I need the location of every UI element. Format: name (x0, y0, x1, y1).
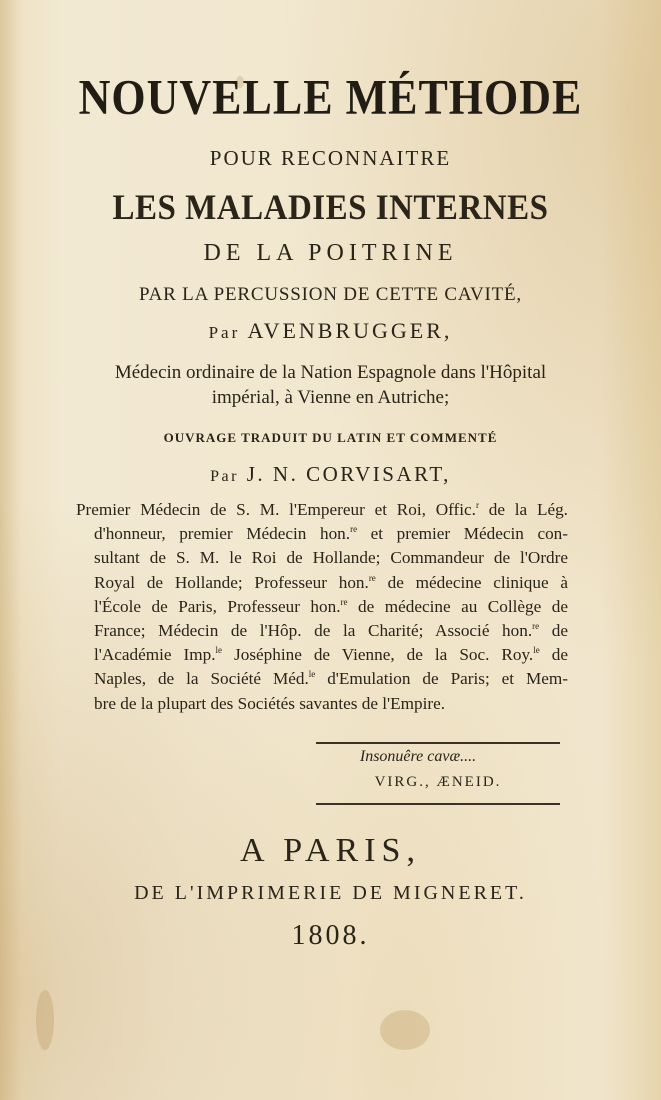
imprint-year: 1808. (291, 920, 370, 951)
epigraph-quote: Insonuêre cavæ.... (359, 748, 477, 765)
translator-credentials (76, 498, 568, 716)
credential-line: France; Médecin de l'Hôp. de la Charité; Associé hon.$^{re}$ de (94, 621, 568, 641)
credential-line: Premier Médecin de S. M. l'Empereur et Roi, Offic.$^r$ de la Lég. (76, 500, 568, 519)
title-line-percussion: PAR LA PERCUSSION DE CETTE CAVITÉ, (139, 284, 522, 305)
translation-note: OUVRAGE TRADUIT DU LATIN ET COMMENTÉ (163, 430, 498, 445)
credential-line: d'honneur, premier Médecin hon.$^{re}$ et premier Médecin con- (94, 524, 568, 544)
author-line (0, 318, 661, 344)
credential-line: bre de la plupart des Sociétés savantes de l'Empire. (94, 693, 446, 713)
epigraph-source: VIRG., ÆNEID. (374, 774, 502, 790)
author-description (0, 360, 661, 410)
title-line-maladies-internes: LES MALADIES INTERNES (112, 188, 549, 228)
author-description-line: Médecin ordinaire de la Nation Espagnole dans l'Hôpital (114, 362, 547, 383)
title-line-pour-reconnaitre: POUR RECONNAITRE (209, 146, 452, 170)
paper-stain (36, 990, 54, 1050)
credential-line: Royal de Hollande; Professeur hon.$^{re}$ de médecine clinique à (94, 572, 568, 592)
translator-name: J. N. CORVISART, (246, 462, 451, 486)
author-name: AVENBRUGGER, (247, 318, 453, 343)
translator-line (0, 462, 661, 487)
epigraph-rule-bottom (316, 803, 560, 805)
credential-line: l'École de Paris, Professeur hon.$^{re}$ de médecine au Collège de (94, 596, 568, 616)
imprint-printer: DE L'IMPRIMERIE DE MIGNERET. (134, 882, 527, 904)
title-line-poitrine: DE LA POITRINE (203, 240, 458, 266)
book-title: NOUVELLE MÉTHODE (78, 70, 583, 125)
author-description-line: impérial, à Vienne en Autriche; (211, 387, 450, 408)
credential-line: l'Académie Imp.$^{le}$ Joséphine de Vienne, de la Soc. Roy.$^{le}$ de (94, 645, 568, 665)
translator-prefix: Par (210, 468, 239, 485)
credential-line: sultant de S. M. le Roi de Hollande; Commandeur de l'Ordre (94, 548, 568, 568)
paper-stain (380, 1010, 430, 1050)
author-prefix: Par (208, 323, 241, 342)
epigraph-rule-top (316, 742, 560, 744)
imprint-city: A PARIS, (240, 832, 421, 869)
credential-line: Naples, de la Société Méd.$^{le}$ d'Emulation de Paris; et Mem- (94, 669, 568, 689)
